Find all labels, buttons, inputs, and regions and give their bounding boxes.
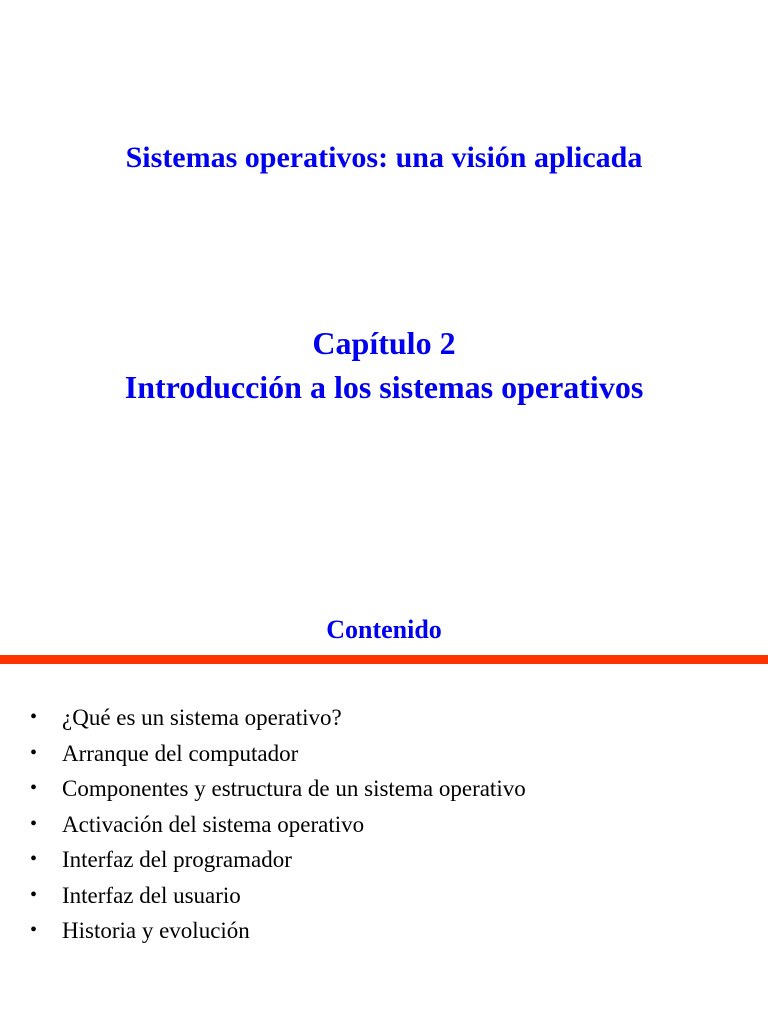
contents-item-label: Historia y evolución xyxy=(62,918,250,943)
chapter-heading xyxy=(0,321,768,409)
bullet-icon: • xyxy=(30,848,38,870)
contents-heading: Contenido xyxy=(326,615,442,644)
bullet-icon: • xyxy=(30,741,38,764)
contents-item xyxy=(30,807,750,843)
contents-item-label: ¿Qué es un sistema operativo? xyxy=(62,705,342,730)
contents-item-label: Interfaz del usuario xyxy=(62,882,241,908)
contents-item xyxy=(30,736,750,772)
bullet-icon: • xyxy=(30,706,38,728)
contents-item-label: Interfaz del programador xyxy=(62,847,292,872)
bullet-icon: • xyxy=(30,812,38,835)
contents-item xyxy=(30,700,750,736)
contents-item xyxy=(30,842,750,878)
chapter-title: Introducción a los sistemas operativos xyxy=(124,369,644,405)
contents-item-label: Activación del sistema operativo xyxy=(62,811,365,837)
chapter-number: Capítulo 2 xyxy=(312,325,456,361)
contents-item xyxy=(30,878,750,914)
contents-item xyxy=(30,913,750,949)
book-title: Sistemas operativos: una visión aplicada xyxy=(125,141,643,174)
contents-item-label: Arranque del computador xyxy=(62,740,299,766)
bullet-icon: • xyxy=(30,777,38,799)
divider-rule xyxy=(0,655,768,664)
bullet-icon: • xyxy=(30,883,38,906)
contents-item xyxy=(30,771,750,807)
contents-list xyxy=(30,700,750,949)
contents-item-label: Componentes y estructura de un sistema operativo xyxy=(62,776,526,801)
bullet-icon: • xyxy=(30,919,38,941)
